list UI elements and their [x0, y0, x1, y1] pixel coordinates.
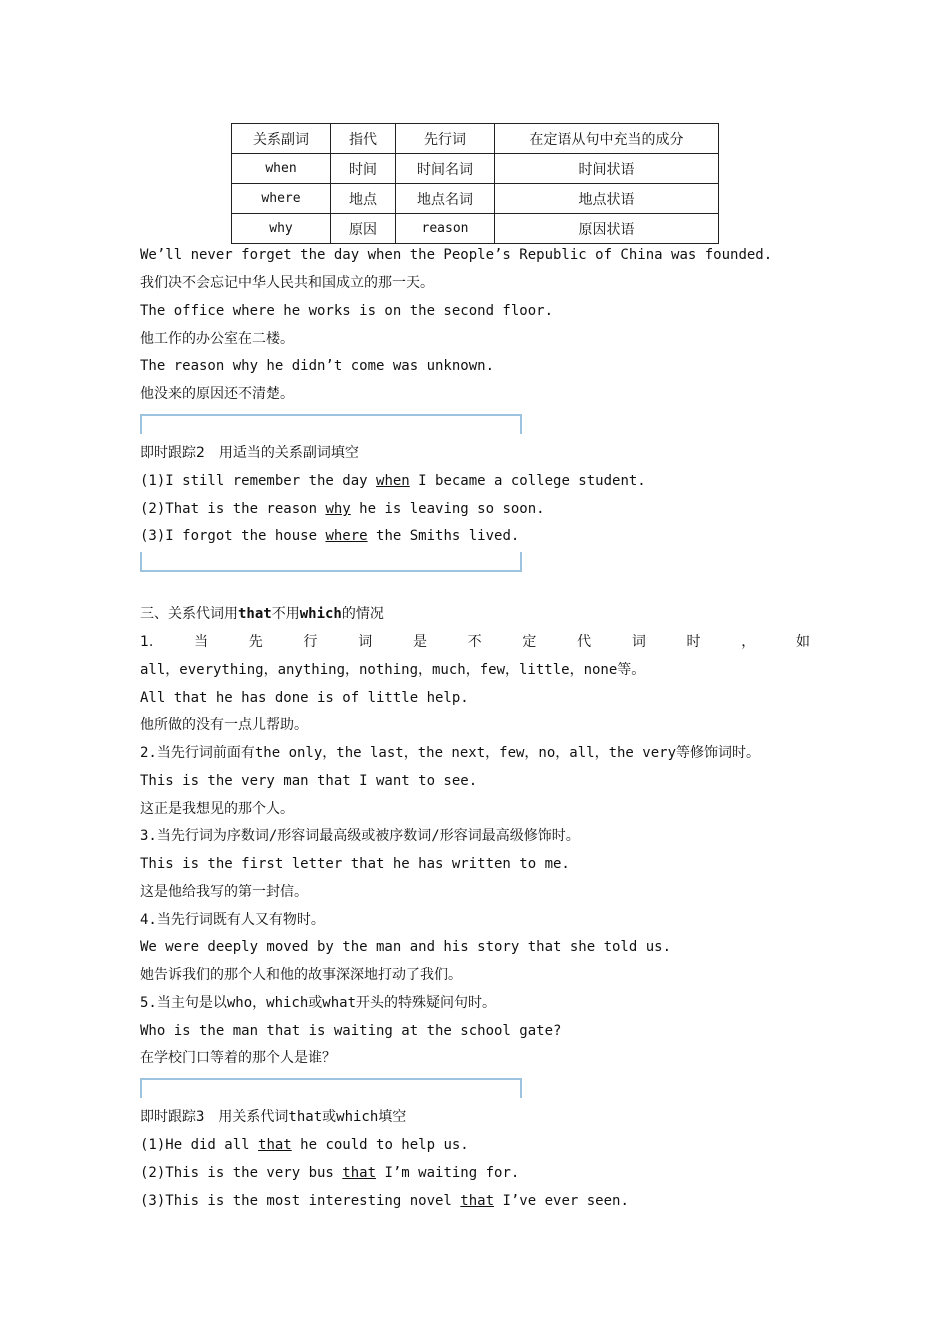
table-cell: where [232, 184, 331, 214]
rule-text: 4.当先行词既有人又有物时。 [140, 912, 325, 928]
exercise-text: (3)I forgot the house [140, 528, 326, 544]
answer-blank: why [325, 501, 351, 517]
exercise-text: (2)That is the reason [140, 501, 326, 517]
rule-text: 5.当主句是以who，which或what开头的特殊疑问句时。 [140, 995, 497, 1011]
rule-char: 时 [686, 634, 701, 650]
section-title-text: 的情况 [341, 606, 384, 622]
section-title-keyword: that [238, 606, 272, 622]
rule-char: 1. [140, 634, 154, 650]
table-row [232, 154, 719, 184]
rule-char: 如 [795, 634, 810, 650]
exercise-item [140, 499, 820, 519]
exercise-text: (2)This is the very bus [140, 1165, 343, 1181]
section-title-text: 不用 [271, 606, 300, 622]
exercise-text: he is leaving so soon. [350, 501, 545, 517]
exercise-text: I’m waiting for. [376, 1165, 520, 1181]
rule-1-continuation: all，everything，anything，nothing，much，few，little，none等。 [140, 662, 646, 678]
table-header-row [232, 124, 719, 154]
table-header-cell: 关系副词 [232, 124, 331, 154]
table-header-cell: 指代 [331, 124, 396, 154]
example-translation: 我们决不会忘记中华人民共和国成立的那一天。 [140, 275, 434, 291]
answer-blank: that [258, 1137, 292, 1153]
exercise-item [140, 1163, 820, 1183]
exercise-text: he could to help us. [291, 1137, 469, 1153]
rule-char: 词 [358, 634, 373, 650]
rule-text: 3.当先行词为序数词/形容词最高级或被序数词/形容词最高级修饰时。 [140, 828, 580, 844]
rule-1-line [140, 632, 810, 652]
table-cell: 地点状语 [495, 184, 719, 214]
relative-adverb-table [231, 123, 719, 244]
section-title-keyword: which [299, 606, 342, 622]
rule-char: 当 [194, 634, 209, 650]
example-translation: 她告诉我们的那个人和他的故事深深地打动了我们。 [140, 967, 462, 983]
example-sentence: We’ll never forget the day when the People’s Republic of China was founded. [140, 247, 773, 263]
exercise-box-top [140, 1078, 522, 1098]
table-cell: 原因状语 [495, 214, 719, 244]
example-translation: 他没来的原因还不清楚。 [140, 386, 294, 402]
exercise-box-bottom [140, 552, 522, 572]
rule-text: 2.当先行词前面有the only，the last，the next，few，no，all，the very等修饰词时。 [140, 745, 761, 761]
example-translation: 在学校门口等着的那个人是谁？ [140, 1050, 336, 1066]
example-translation: 他工作的办公室在二楼。 [140, 331, 294, 347]
section-title [140, 604, 820, 624]
table-header-cell: 在定语从句中充当的成分 [495, 124, 719, 154]
table-cell: 时间 [331, 154, 396, 184]
rule-char: 行 [303, 634, 318, 650]
exercise-text: I’ve ever seen. [494, 1193, 629, 1209]
example-sentence: This is the very man that I want to see. [140, 773, 478, 789]
exercise-title: 即时跟踪3 用关系代词that或which填空 [140, 1109, 407, 1125]
rule-char: 先 [248, 634, 263, 650]
exercise-text: (1)He did all [140, 1137, 259, 1153]
answer-blank: when [376, 473, 410, 489]
example-translation: 这正是我想见的那个人。 [140, 801, 294, 817]
rule-char: 不 [467, 634, 482, 650]
section-title-text: 三、关系代词用 [140, 606, 238, 622]
table-row [232, 184, 719, 214]
table-cell: when [232, 154, 331, 184]
table-cell: why [232, 214, 331, 244]
answer-blank: where [325, 528, 368, 544]
exercise-item [140, 1135, 820, 1155]
exercise-text: I became a college student. [409, 473, 646, 489]
exercise-box-top [140, 414, 522, 434]
rule-char: 定 [522, 634, 537, 650]
exercise-text: the Smiths lived. [367, 528, 520, 544]
rule-char: ， [741, 634, 756, 650]
table-row [232, 214, 719, 244]
answer-blank: that [460, 1193, 495, 1209]
exercise-item [140, 1191, 820, 1211]
rule-char: 是 [412, 634, 427, 650]
example-sentence: The reason why he didn’t come was unknown. [140, 358, 495, 374]
table-cell: reason [396, 214, 495, 244]
example-translation: 这是他给我写的第一封信。 [140, 884, 308, 900]
exercise-item [140, 526, 820, 546]
rule-char: 代 [577, 634, 592, 650]
example-sentence: The office where he works is on the second floor. [140, 303, 554, 319]
table-cell: 地点名词 [396, 184, 495, 214]
exercise-item [140, 471, 820, 491]
rule-char: 词 [631, 634, 646, 650]
exercise-text: (3)This is the most interesting novel [140, 1193, 461, 1209]
example-sentence: We were deeply moved by the man and his story that she told us. [140, 939, 672, 955]
table-cell: 地点 [331, 184, 396, 214]
table-cell: 原因 [331, 214, 396, 244]
answer-blank: that [342, 1165, 377, 1181]
example-translation: 他所做的没有一点儿帮助。 [140, 717, 308, 733]
example-sentence: All that he has done is of little help. [140, 690, 469, 706]
example-sentence: Who is the man that is waiting at the school gate? [140, 1023, 562, 1039]
table-header-cell: 先行词 [396, 124, 495, 154]
exercise-title: 即时跟踪2 用适当的关系副词填空 [140, 445, 359, 461]
example-sentence: This is the first letter that he has written to me. [140, 856, 570, 872]
exercise-text: (1)I still remember the day [140, 473, 377, 489]
table-cell: 时间状语 [495, 154, 719, 184]
table-cell: 时间名词 [396, 154, 495, 184]
